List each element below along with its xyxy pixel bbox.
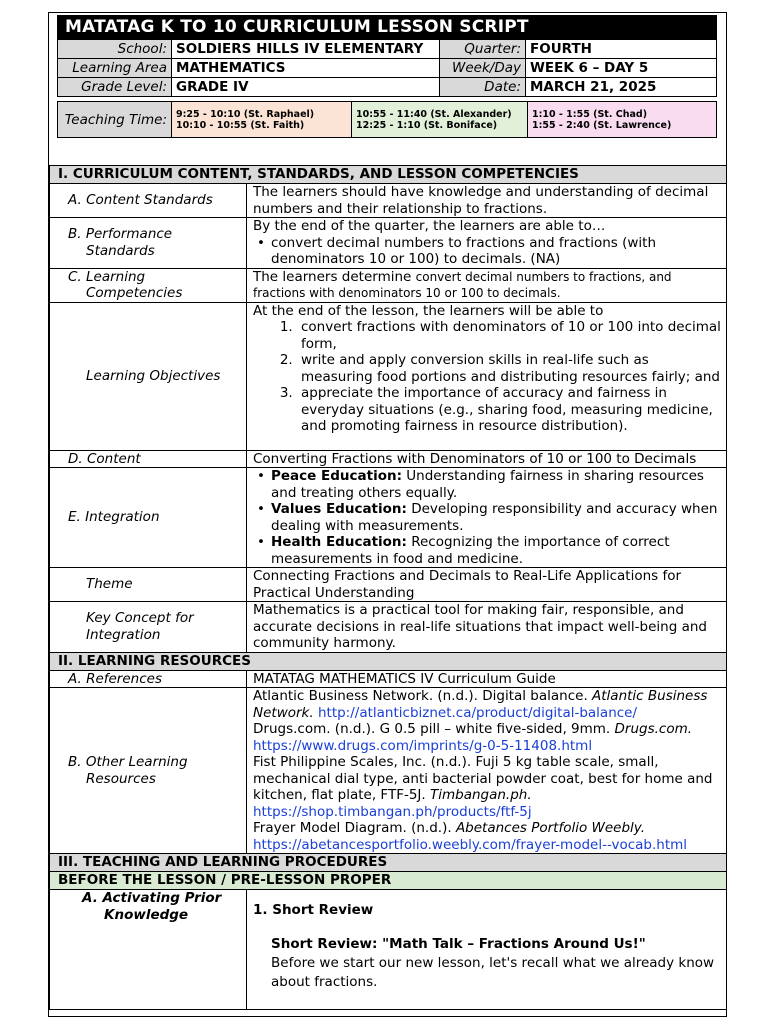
- theme-text: Connecting Fractions and Decimals to Real-Life Applications for Practical Understanding: [247, 568, 728, 602]
- school-label: School:: [58, 40, 172, 59]
- time-slot-1a: 9:25 - 10:10 (St. Raphael): [176, 108, 315, 120]
- resource-link[interactable]: http://atlanticbiznet.ca/product/digital-balance/: [317, 704, 638, 721]
- time-slot-2b: 12:25 - 1:10 (St. Boniface): [356, 119, 498, 131]
- teaching-time-slot-2: [352, 102, 528, 138]
- week-day-value: WEEK 6 – DAY 5: [526, 59, 717, 78]
- time-slot-1b: 10:10 - 10:55 (St. Faith): [176, 119, 305, 131]
- quarter-label: Quarter:: [440, 40, 526, 59]
- resource-source: Drugs.com.: [614, 721, 693, 737]
- learning-objectives-text: [247, 302, 728, 450]
- section-curriculum-content: I. CURRICULUM CONTENT, STANDARDS, AND LESSON COMPETENCIES: [50, 166, 728, 184]
- week-day-label: Week/Day: [440, 59, 526, 78]
- performance-standards-label-text: B. Performance Standards: [68, 226, 173, 259]
- lesson-table: [49, 165, 727, 1010]
- other-resources-text: [247, 688, 728, 854]
- grade-level-value: GRADE IV: [172, 78, 440, 97]
- resource-link[interactable]: https://www.drugs.com/imprints/g-0-5-11408.html: [253, 737, 593, 754]
- content-text: Converting Fractions with Denominators of 10 or 100 to Decimals: [247, 450, 728, 468]
- resource-source: Abetances Portfolio Weebly.: [455, 820, 646, 836]
- lesson-script-page: [48, 12, 727, 1017]
- learning-area-label: Learning Area: [58, 59, 172, 78]
- learning-objectives-label: Learning Objectives: [50, 302, 247, 450]
- performance-standards-item: • convert decimal numbers to fractions and fractions (with denominators 10 or 100) to decimals. (NA): [271, 235, 721, 268]
- references-label: A. References: [50, 670, 247, 688]
- performance-standards-label: [50, 218, 247, 269]
- teaching-time-label: Teaching Time:: [58, 102, 172, 138]
- integration-item-text: Recognizing the importance of correct measurements in food and medicine.: [271, 534, 670, 567]
- objectives-intro: At the end of the lesson, the learners will be able to: [253, 302, 604, 319]
- teaching-time-table: [57, 101, 717, 138]
- resource-link[interactable]: https://abetancesportfolio.weebly.com/frayer-model--vocab.html: [253, 836, 688, 853]
- integration-item-title: Health Education:: [271, 534, 407, 550]
- resource-entry: [253, 688, 721, 721]
- resource-entry: [253, 820, 721, 853]
- other-resources-label-text: B. Other Learning Resources: [68, 754, 188, 787]
- time-slot-3a: 1:10 - 1:55 (St. Chad): [532, 108, 648, 120]
- activating-prior-knowledge-text: [247, 890, 728, 1010]
- integration-text: [247, 468, 728, 568]
- references-text: MATATAG MATHEMATICS IV Curriculum Guide: [247, 670, 728, 688]
- content-standards-text: The learners should have knowledge and understanding of decimal numbers and their relationship to fractions.: [247, 184, 728, 218]
- teaching-time-slot-1: [172, 102, 352, 138]
- resource-source: Atlantic Business Network.: [253, 688, 708, 721]
- resource-source: Timbangan.ph.: [429, 787, 532, 803]
- page-title: MATATAG K TO 10 CURRICULUM LESSON SCRIPT: [57, 15, 717, 39]
- resource-link[interactable]: https://shop.timbangan.ph/products/ftf-5j: [253, 803, 532, 820]
- integration-item-title: Peace Education:: [271, 468, 402, 484]
- theme-label: Theme: [50, 568, 247, 602]
- grade-level-label: Grade Level:: [58, 78, 172, 97]
- teaching-time-slot-3: [528, 102, 717, 138]
- resource-entry: [253, 754, 721, 820]
- short-review-heading: 1. Short Review: [253, 902, 374, 918]
- resource-citation: Frayer Model Diagram. (n.d.).: [253, 820, 456, 836]
- section-teaching-procedures: III. TEACHING AND LEARNING PROCEDURES: [50, 854, 728, 872]
- before-lesson-header: BEFORE THE LESSON / PRE-LESSON PROPER: [50, 872, 728, 890]
- performance-standards-text: [247, 218, 728, 269]
- school-value: SOLDIERS HILLS IV ELEMENTARY: [172, 40, 440, 59]
- activating-prior-knowledge-label: [50, 890, 247, 1010]
- learning-area-value: MATHEMATICS: [172, 59, 440, 78]
- resource-citation: Drugs.com. (n.d.). G 0.5 pill – white five-sided, 9mm.: [253, 721, 615, 737]
- time-slot-2a: 10:55 - 11:40 (St. Alexander): [356, 108, 512, 120]
- content-label: D. Content: [50, 450, 247, 468]
- objective-item: 3. appreciate the importance of accuracy and fairness in everyday situations (e.g., sharing food, measuring medicine, and promoting fairness in resource distribution).: [297, 385, 721, 435]
- content-standards-label: A. Content Standards: [50, 184, 247, 218]
- competencies-text-b: convert decimal numbers to fractions, and fractions with denominators 10 or 100 to decimals.: [253, 269, 672, 300]
- integration-item-text: Understanding fairness in sharing resources and treating others equally.: [271, 468, 704, 501]
- integration-item: [271, 534, 721, 567]
- integration-item: [271, 501, 721, 534]
- key-concept-text: Mathematics is a practical tool for making fair, responsible, and accurate decisions in real-life situations that impact well-being and community harmony.: [247, 602, 728, 653]
- performance-standards-intro: By the end of the quarter, the learners are able to…: [253, 218, 606, 234]
- integration-item-text: Developing responsibility and accuracy when dealing with measurements.: [271, 501, 718, 534]
- apk-label-text: A. Activating Prior Knowledge: [82, 890, 222, 923]
- section-learning-resources: II. LEARNING RESOURCES: [50, 652, 728, 670]
- date-label: Date:: [440, 78, 526, 97]
- objective-item: 2. write and apply conversion skills in real-life such as measuring food portions and distributing resources fairly; and: [297, 352, 721, 385]
- other-resources-label: [50, 688, 247, 854]
- objective-item: 1. convert fractions with denominators of 10 or 100 into decimal form,: [297, 319, 721, 352]
- date-value: MARCH 21, 2025: [526, 78, 717, 97]
- time-slot-3b: 1:55 - 2:40 (St. Lawrence): [532, 119, 672, 131]
- learning-competencies-label: [50, 268, 247, 302]
- integration-item-title: Values Education:: [271, 501, 407, 517]
- short-review-text: Before we start our new lesson, let's recall what we already know about fractions.: [271, 954, 715, 990]
- learning-competencies-label-text: C. Learning Competencies: [68, 268, 183, 301]
- integration-label: E. Integration: [50, 468, 247, 568]
- resource-citation: Atlantic Business Network. (n.d.). Digital balance.: [253, 688, 593, 704]
- header-info-table: [57, 39, 717, 97]
- learning-competencies-text: [247, 268, 728, 302]
- short-review-title: Short Review: "Math Talk – Fractions Around Us!": [271, 935, 646, 952]
- competencies-text-a: The learners determine: [253, 268, 416, 285]
- resource-citation: Fist Philippine Scales, Inc. (n.d.). Fuji 5 kg table scale, small, mechanical dial type, anti bacterial powder coat, best for home and kitchen, flat plate, FTF-5J.: [253, 754, 713, 803]
- integration-item: [271, 468, 721, 501]
- resource-entry: [253, 721, 721, 754]
- key-concept-label: Key Concept for Integration: [50, 602, 247, 653]
- header-block: [57, 15, 717, 138]
- quarter-value: FOURTH: [526, 40, 717, 59]
